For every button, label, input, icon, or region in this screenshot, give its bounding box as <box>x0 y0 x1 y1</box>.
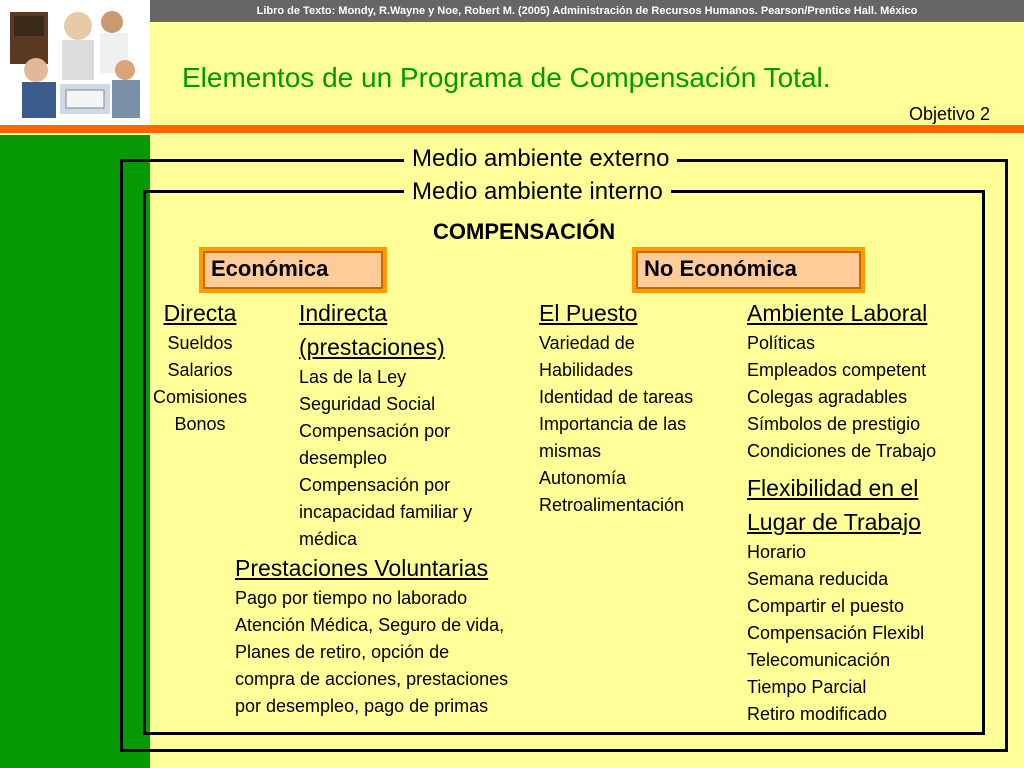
header-photo-collage <box>0 0 150 125</box>
job-item: Identidad de tareas <box>539 387 694 407</box>
workplace-flexibility-column <box>747 471 997 728</box>
job-item: Retroalimentación <box>539 495 685 515</box>
voluntary-benefits-item: Planes de retiro, opción de <box>235 642 450 662</box>
job-item: Importancia de las <box>539 414 687 434</box>
job-item: mismas <box>539 441 601 461</box>
flexibility-item: Retiro modificado <box>747 704 888 724</box>
voluntary-benefits-title: Prestaciones Voluntarias <box>235 555 489 581</box>
page-title: Elementos de un Programa de Compensación Total. <box>182 62 831 93</box>
direct-item: Sueldos <box>167 333 233 353</box>
people-photo-icon <box>0 0 150 125</box>
flexibility-item: Semana reducida <box>747 569 889 589</box>
direct-title: Directa <box>163 300 237 326</box>
work-environment-column <box>747 296 997 465</box>
flexibility-item: Compensación Flexibl <box>747 623 925 643</box>
voluntary-benefits-item: por desempleo, pago de primas <box>235 696 489 716</box>
voluntary-benefits-item: compra de acciones, prestaciones <box>235 669 509 689</box>
direct-item: Bonos <box>174 414 226 434</box>
work-environment-item: Empleados competent <box>747 360 927 380</box>
job-column <box>539 296 744 519</box>
indirect-title: Indirecta <box>299 300 388 326</box>
work-environment-item: Condiciones de Trabajo <box>747 441 937 461</box>
direct-item: Comisiones <box>152 387 248 407</box>
indirect-item: incapacidad familiar y <box>299 502 473 522</box>
economic-category-label: Económica <box>203 251 383 289</box>
indirect-item: Compensación por <box>299 475 451 495</box>
job-title: El Puesto <box>539 300 638 326</box>
direct-item: Salarios <box>167 360 233 380</box>
compensation-heading: COMPENSACIÓN <box>433 219 616 244</box>
non-economic-category-label: No Económica <box>636 251 861 289</box>
indirect-item: médica <box>299 529 358 549</box>
work-environment-item: Colegas agradables <box>747 387 908 407</box>
indirect-item: Compensación por <box>299 421 451 441</box>
indirect-title-2: (prestaciones) <box>299 334 445 360</box>
internal-environment-label: Medio ambiente interno <box>404 178 671 206</box>
job-item: Variedad de <box>539 333 635 353</box>
non-economic-category-box <box>632 247 865 293</box>
work-environment-item: Símbolos de prestigio <box>747 414 921 434</box>
citation-header: Libro de Texto: Mondy, R.Wayne y Noe, Robert M. (2005) Administración de Recursos Humanos. Pearson/Prentice Hall. México <box>150 0 1024 22</box>
direct-column <box>138 296 262 438</box>
voluntary-benefits-item: Pago por tiempo no laborado <box>235 588 468 608</box>
voluntary-benefits-item: Atención Médica, Seguro de vida, <box>235 615 505 635</box>
voluntary-benefits-column <box>235 551 595 720</box>
flexibility-item: Compartir el puesto <box>747 596 905 616</box>
orange-divider <box>0 125 1024 133</box>
flexibility-title-2: Lugar de Trabajo <box>747 509 921 535</box>
flexibility-item: Horario <box>747 542 807 562</box>
flexibility-item: Telecomunicación <box>747 650 891 670</box>
indirect-item: Seguridad Social <box>299 394 436 414</box>
work-environment-item: Políticas <box>747 333 816 353</box>
job-item: Autonomía <box>539 468 627 488</box>
indirect-item: desempleo <box>299 448 388 468</box>
objective-label: Objetivo 2 <box>908 104 990 124</box>
indirect-column <box>299 296 539 553</box>
flexibility-item: Tiempo Parcial <box>747 677 867 697</box>
external-environment-label: Medio ambiente externo <box>404 145 677 173</box>
economic-category-box <box>199 247 387 293</box>
work-environment-title: Ambiente Laboral <box>747 300 928 326</box>
flexibility-title: Flexibilidad en el <box>747 475 919 501</box>
indirect-item: Las de la Ley <box>299 367 407 387</box>
job-item: Habilidades <box>539 360 634 380</box>
